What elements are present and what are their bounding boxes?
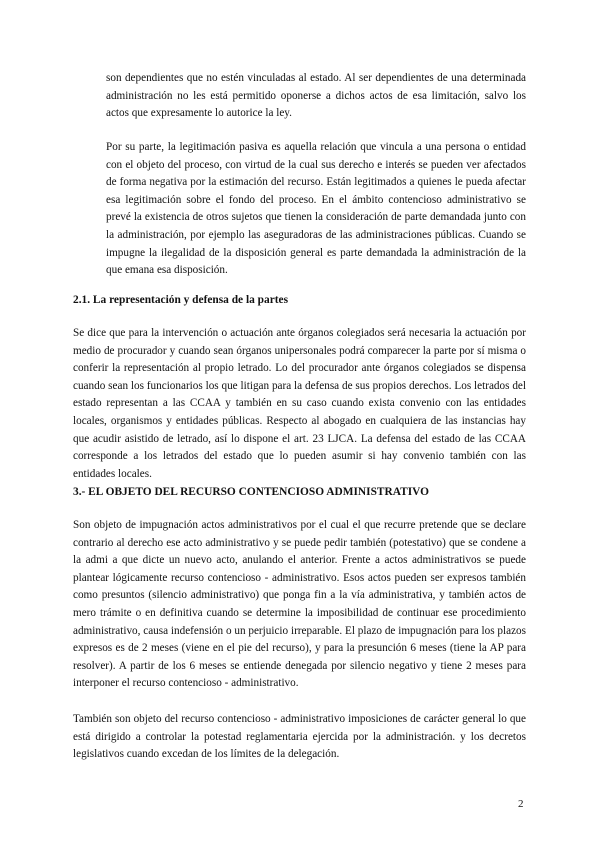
paragraph-legitimacion-pasiva: Por su parte, la legitimación pasiva es aquella relación que vincula a una persona o entidad con el objeto del proceso, con virtud de la cual sus derecho e interés se pueden ver afectados de forma negativa por la estimación del recurso. Están legitimados a quienes le pueda afectar esa legitimación sobre el fondo del proceso. En el ámbito contencioso administrativo se prevé la existencia de otros sujetos que tienen la consideración de parte demandada junto con la administración, por ejemplo las aseguradoras de las administraciones públicas. Cuando se impugne la ilegalidad de la disposición general es parte demandada la administración de la que emana esa disposición. <box>106 141 526 277</box>
paragraph-disposiciones-generales: También son objeto del recurso contencioso - administrativo imposiciones de carácter general lo que está dirigido a controlar la potestad reglamentaria ejercida por la administración. y los decretos legislativos cuando excedan de los límites de la delegación. <box>73 713 526 761</box>
section-heading-objeto-recurso: 3.- EL OBJETO DEL RECURSO CONTENCIOSO ADMINISTRATIVO <box>73 486 430 498</box>
page-number: 2 <box>518 798 524 810</box>
paragraph-dependientes: son dependientes que no estén vinculadas al estado. Al ser dependientes de una determinada administración no les está permitido oponerse a dichos actos de esa limitación, salvo los actos que expresamente lo autorice la ley. <box>106 72 526 120</box>
section-heading-representacion: 2.1. La representación y defensa de la partes <box>73 294 289 306</box>
paragraph-objeto-impugnacion: Son objeto de impugnación actos administrativos por el cual el que recurre pretende que se declare contrario al derecho ese acto administrativo y se puede pedir también (potestativo) que se condene a la admi a que dicte un nuevo acto, anulando el anterior. Frente a actos administrativos se puede plantear lógicamente recurso contencioso - administrativo. Esos actos pueden ser expresos también como presuntos (silencio administrativo) que ponga fin a la vía administrativa, y también actos de mero trámite o en definitiva cuando se determine la imposibilidad de continuar ese procedimiento administrativo, causa indefensión o un perjuicio irreparable. El plazo de impugnación para los plazos expresos es de 2 meses (viene en el pie del recurso), y para la presunción 6 meses (tiene la AP para resolver). A partir de los 6 meses se entiende denegada por silencio negativo y tiene 2 meses para interponer el recurso contencioso - administrativo. <box>73 519 526 690</box>
paragraph-representacion: Se dice que para la intervención o actuación ante órganos colegiados será necesaria la actuación por medio de procurador y cuando sean órganos unipersonales podrá comparecer la parte por sí misma o conferir la representación al propio letrado. Lo del procurador ante órganos colegiados se dispensa cuando sean los funcionarios los que litigan para la defensa de sus propios derechos. Los letrados del estado representan a las CCAA y también en su caso cuando exista convenio con las entidades locales, organismos y entidades públicas. Respecto al abogado en cualquiera de las instancias hay que acudir asistido de letrado, así lo dispone el art. 23 LJCA. La defensa del estado de las CCAA corresponde a los letrados del estado que lo pueden asumir si hay convenio también con las entidades locales. <box>73 327 526 480</box>
